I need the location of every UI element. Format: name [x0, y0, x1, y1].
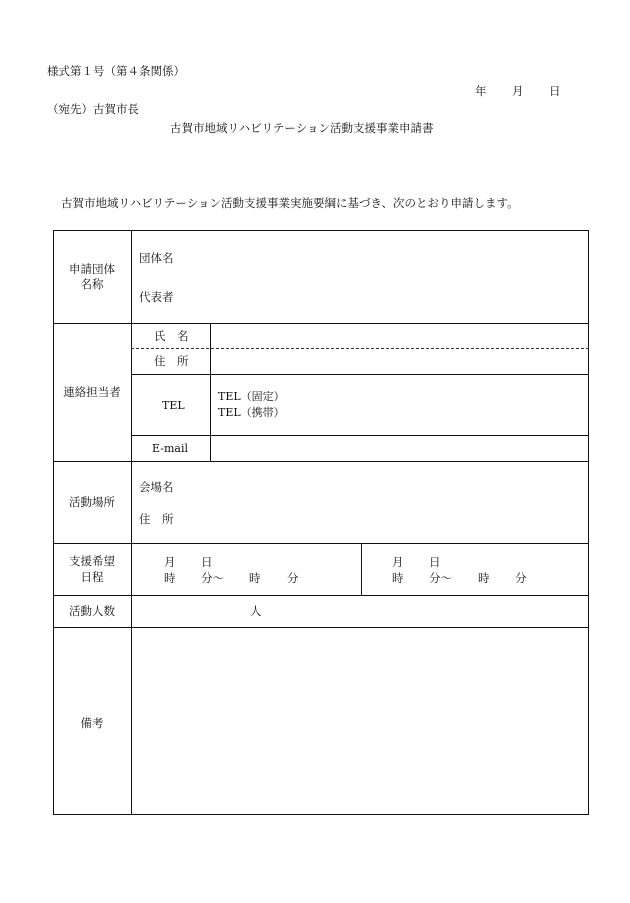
- group-name-field: 団体名: [139, 251, 174, 265]
- row-divider: [53, 595, 589, 596]
- schedule-label-line2: 日程: [80, 570, 104, 584]
- contact-tel-label: TEL: [162, 399, 185, 412]
- intro-text: 古賀市地域リハビリテーション活動支援事業実施要綱に基づき、次のとおり申請します。: [61, 196, 519, 210]
- document-title: 古賀市地域リハビリテーション活動支援事業申請書: [170, 121, 434, 135]
- slot1-end-hour: 時: [249, 571, 261, 585]
- slot1-end-minute: 分: [287, 571, 299, 585]
- slot1-start-hour: 時: [164, 571, 176, 585]
- label-column-divider: [131, 230, 132, 815]
- remarks-label: 備考: [80, 716, 104, 730]
- slot2-start-hour: 時: [392, 571, 404, 585]
- row-divider: [131, 374, 589, 375]
- contact-address-label: 住 所: [154, 354, 189, 368]
- contact-name-label: 氏 名: [154, 329, 189, 343]
- slot1-day: 日: [201, 555, 213, 569]
- date-year-label: 年: [475, 84, 487, 98]
- contact-sub-divider: [210, 323, 211, 461]
- form-number: 様式第１号（第４条関係）: [47, 64, 185, 78]
- slot2-end-hour: 時: [478, 571, 490, 585]
- slot2-start-minute: 分～: [429, 571, 452, 585]
- venue-address-field: 住 所: [139, 512, 174, 526]
- row-divider: [53, 323, 589, 324]
- slot2-day: 日: [429, 555, 441, 569]
- tel-mobile-label: TEL（携帯）: [218, 406, 285, 419]
- row-divider: [53, 543, 589, 544]
- date-day-label: 日: [549, 84, 561, 98]
- slot1-month: 月: [164, 555, 176, 569]
- application-table: [53, 230, 589, 815]
- representative-field: 代表者: [139, 290, 174, 304]
- email-label: E-mail: [152, 442, 188, 455]
- slot1-start-minute: 分～: [201, 571, 224, 585]
- applicant-label-line1: 申請団体: [69, 262, 115, 276]
- venue-label: 活動場所: [69, 495, 115, 509]
- tel-fixed-label: TEL（固定）: [218, 390, 285, 403]
- participants-label: 活動人数: [69, 604, 115, 618]
- contact-label: 連絡担当者: [63, 385, 121, 399]
- addressee: （宛先）古賀市長: [47, 102, 139, 116]
- slot2-end-minute: 分: [515, 571, 527, 585]
- dashed-divider: [131, 348, 589, 349]
- venue-name-field: 会場名: [139, 480, 174, 494]
- schedule-label-line1: 支援希望: [69, 554, 115, 568]
- date-month-label: 月: [512, 84, 524, 98]
- row-divider: [131, 435, 589, 436]
- applicant-label-line2: 名称: [80, 277, 104, 291]
- schedule-divider: [361, 543, 362, 595]
- slot2-month: 月: [392, 555, 404, 569]
- row-divider: [53, 461, 589, 462]
- row-divider: [53, 627, 589, 628]
- participants-unit: 人: [250, 604, 262, 618]
